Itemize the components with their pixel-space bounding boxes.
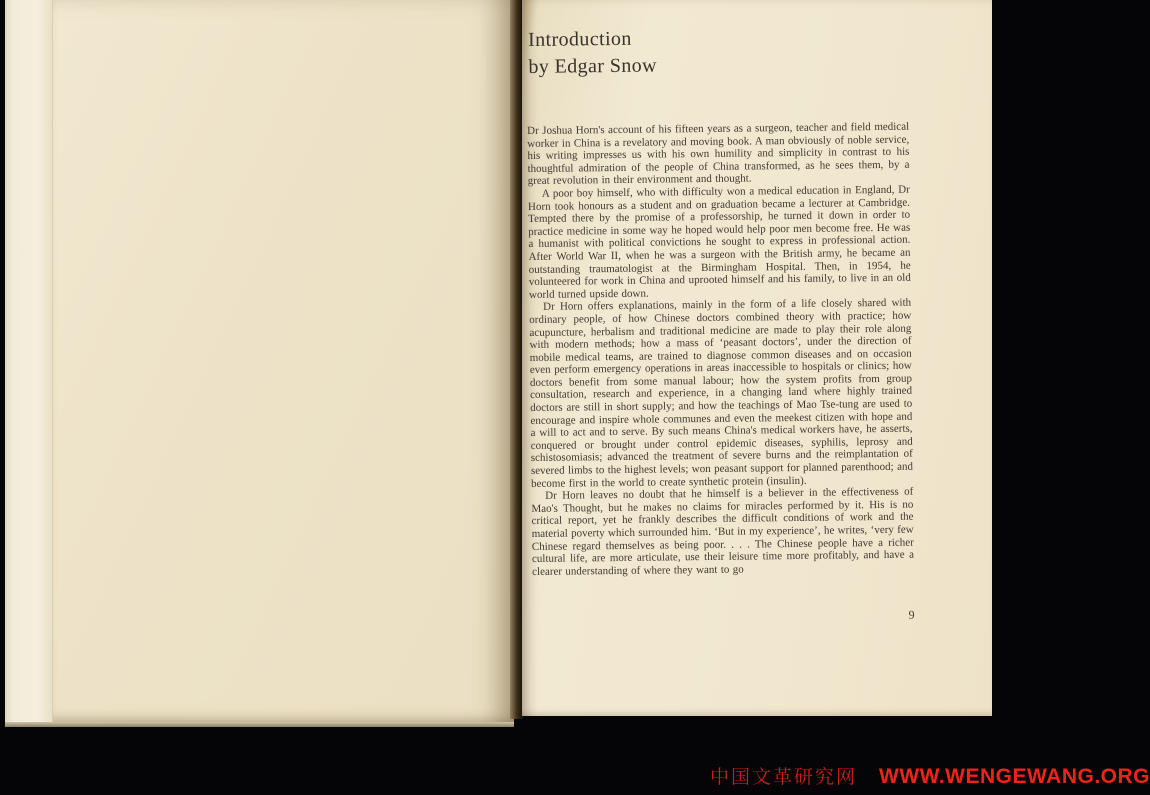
body-paragraph: Dr Horn offers explanations, mainly in the form of a life closely shared with ordinary people, of how Chinese doctors combined theory with practice; how acupuncture, herbalism and traditional medicine are made to play their role along with modern methods; how a mass of ‘peasant doctors’, under the direction of mobile medical teams, are trained to diagnose common diseases and on occasion even perform emergency operations in areas inaccessible to hospitals or clinics; how doctors benefit from some manual labour; how the system profits from group consultation, research and experience, in a changing land where highly trained doctors are still in short supply; and how the teachings of Mao Tse-tung are used to encourage and inspire whole communes and even the meekest citizen with hope and a will to act and to serve. By such means China's medical workers have, he asserts, conquered or brought under control epidemic diseases, syphilis, leprosy and schistosomiasis; advanced the treatment of severe burns and the reimplantation of severed limbs to the highest levels; won peasant support for planned parenthood; and become first in the world to create synthetic protein (insulin). [529, 296, 914, 490]
right-page [522, 0, 992, 716]
watermark-site-name: 中国文革研究网 [710, 766, 858, 788]
body-paragraph: Dr Joshua Horn's account of his fifteen years as a surgeon, teacher and field medical worker in China is a revelatory and moving book. A man obviously of noble service, his writing impresses us with his own humility and simplicity in contrast to his thoughtful admiration of the people of China transformed, as he sees them, by a great revolution in their environment and thought. [527, 120, 910, 188]
page-title: Introduction [527, 27, 632, 51]
page-author: by Edgar Snow [528, 54, 658, 78]
page-heading [528, 26, 657, 81]
watermark-site-url: WWW.WENGEWANG.ORG [879, 765, 1150, 788]
left-blank-page [53, 0, 514, 722]
page-stack-edge [5, 722, 514, 727]
page-number: 9 [908, 607, 915, 622]
left-page-fore-edge [5, 0, 53, 726]
page-content [526, 0, 920, 716]
watermark [710, 762, 1150, 789]
body-text [527, 121, 914, 579]
body-paragraph: A poor boy himself, who with difficulty won a medical education in England, Dr Horn took honours as a student and on graduation became a lecturer at Cambridge. Tempted there by the promise of a professorship, he turned it down in order to practice medicine in some way he hoped would help poor men become free. He was a humanist with political convictions he sought to express in professional action. After World War II, when he was a surgeon with the British army, he became an outstanding traumatologist at the Birmingham Hospital. Then, in 1954, he volunteered for work in China and uprooted himself and his family, to live in an old world turned upside down. [527, 183, 911, 301]
body-paragraph: Dr Horn leaves no doubt that he himself is a believer in the effectiveness of Mao's Thought, but he makes no claims for miracles performed by it. His is no critical report, yet he frankly describes the difficult conditions of work and the material poverty which surrounded him. ‘But in my experience’, he writes, ‘very few Chinese regard themselves as being poor. . . . The Chinese people have a richer cultural life, are more articulate, use their leisure time more profitably, and have a clearer understanding of where they want to go [531, 485, 915, 578]
